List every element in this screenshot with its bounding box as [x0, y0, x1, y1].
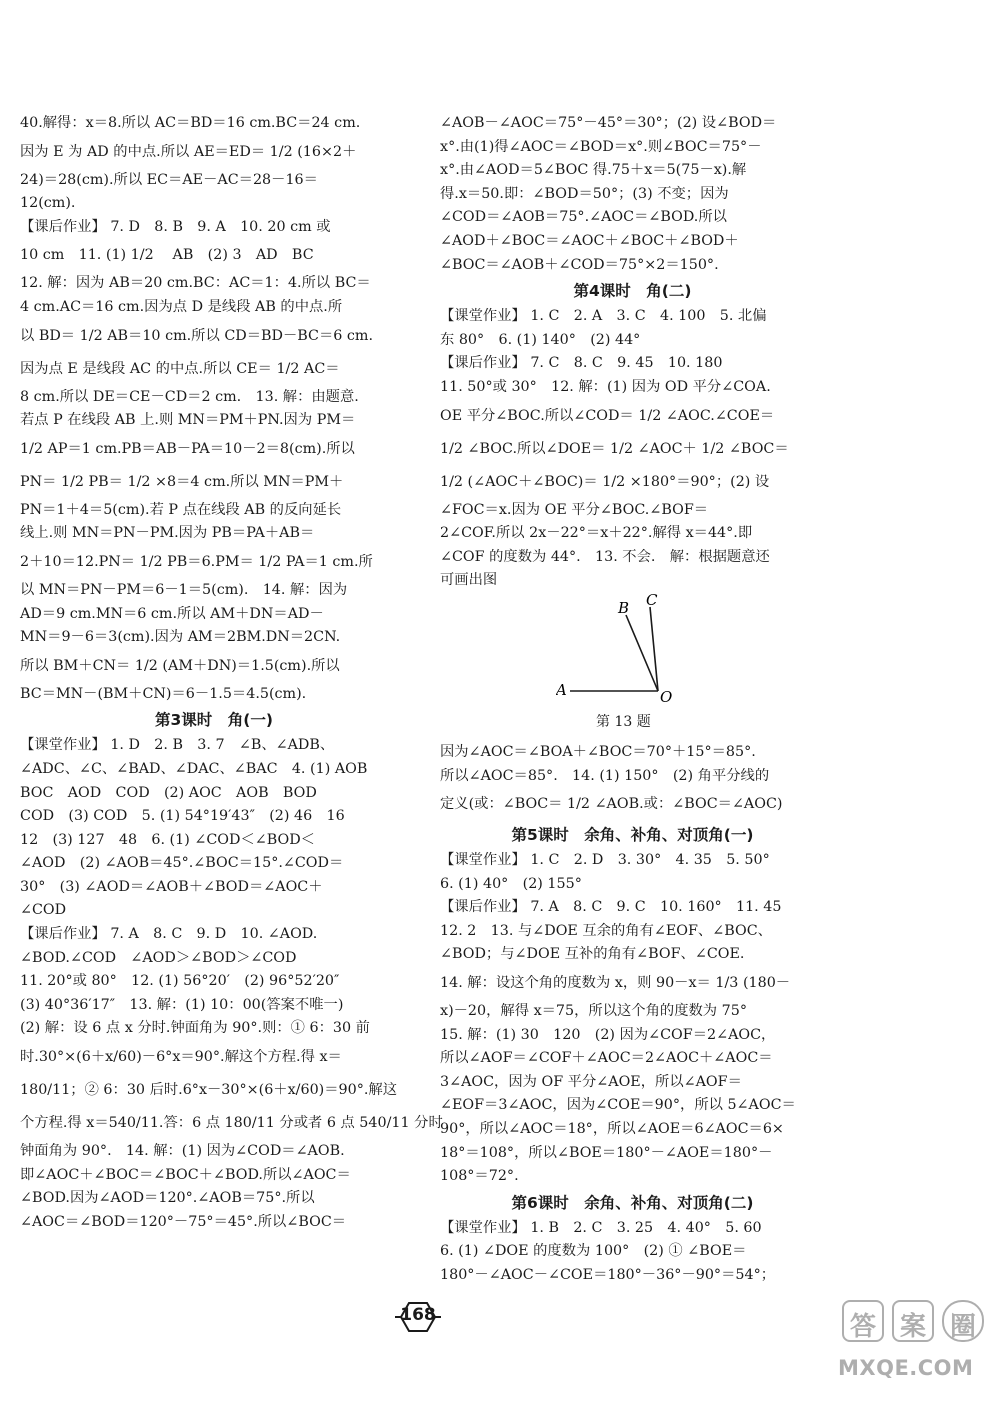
text-line: 15. 解：(1) 30 120 (2) 因为∠COF＝2∠AOC， — [440, 1026, 776, 1043]
text-line: 6. (1) ∠DOE 的度数为 100° (2) ① ∠BOE＝ — [440, 1243, 747, 1260]
watermark-box — [892, 1300, 934, 1342]
text-line: (3) 40°36′17″ 13. 解：(1) 10：00(答案不唯一) — [20, 996, 344, 1013]
ray-oc — [650, 607, 658, 691]
text-line: 180°－∠AOC－∠COE＝180°－36°－90°＝54°； — [440, 1267, 776, 1283]
angle-figure — [440, 593, 825, 741]
watermark-box — [842, 1300, 884, 1342]
text-line: 108°＝72°. — [440, 1168, 519, 1185]
watermark — [838, 1300, 998, 1400]
page-number-badge — [395, 1300, 441, 1334]
text-line: 【课后作业】 7. C 8. C 9. 45 10. 180 — [440, 355, 723, 372]
watermark-char: 案 — [899, 1312, 926, 1342]
text-line: ∠COD＝∠AOB＝75°.∠AOC＝∠BOD.所以 — [440, 209, 727, 226]
text-line: PN＝ 1/2 PB＝ 1/2 ×8＝4 cm.所以 MN＝PM＋ — [20, 473, 344, 490]
text-line: 所以∠AOC＝85°. 14. (1) 150° (2) 角平分线的 — [440, 767, 770, 784]
answer-block-lesson-6 — [440, 1217, 825, 1288]
text-line: MN＝9－6＝3(cm).因为 AM＝2BM.DN＝2CN. — [20, 629, 341, 646]
text-line: 因为 E 为 AD 的中点.所以 AE＝ED＝ 1/2 (16×2＋ — [20, 143, 357, 160]
text-line: 11. 20°或 80° 12. (1) 56°20′ (2) 96°52′20″ — [20, 973, 340, 990]
text-line: 12 (3) 127 48 6. (1) ∠COD＜∠BOD＜ — [20, 831, 315, 848]
ray-ob — [626, 615, 658, 691]
answer-block-lesson-4 — [440, 305, 825, 593]
text-line: 4 cm.AC＝16 cm.因为点 D 是线段 AB 的中点.所 — [20, 298, 343, 315]
text-line: 1/2 (∠AOC＋∠BOC)＝ 1/2 ×180°＝90°；(2) 设 — [440, 473, 770, 490]
text-line: COD (3) COD 5. (1) 54°19′43″ (2) 46 16 — [20, 808, 345, 825]
page-number: 168 — [400, 1305, 436, 1325]
text-line: 【课后作业】 7. A 8. C 9. D 10. ∠AOD. — [20, 926, 318, 943]
text-line: ∠BOC＝∠AOB＋∠COD＝75°×2＝150°. — [440, 256, 719, 273]
text-line: 时.30°×(6＋x/60)－6°x＝90°.解这个方程.得 x＝ — [20, 1049, 342, 1066]
text-line: 12. 2 13. 与∠DOE 互余的角有∠EOF、∠BOC、 — [440, 922, 772, 939]
text-line: 1/2 AP＝1 cm.PB＝AB－PA＝10－2＝8(cm).所以 — [20, 440, 355, 457]
point-label-c: C — [646, 592, 658, 609]
text-line: 3∠AOC，因为 OF 平分∠AOE，所以∠AOF＝ — [440, 1073, 742, 1090]
text-line: 40.解得：x＝8.所以 AC＝BD＝16 cm.BC＝24 cm. — [20, 115, 361, 131]
text-line: 所以∠AOF＝∠COF＋∠AOC＝2∠AOC＋∠AOC＝ — [440, 1050, 773, 1067]
text-line: x°.由(1)得∠AOC＝∠BOD＝x°.则∠BOC＝75°－ — [440, 138, 762, 155]
left-column — [20, 112, 443, 1234]
text-line: 个方程.得 x＝540/11.答：6 点 180/11 分或者 6 点 540/11 分时 — [20, 1115, 443, 1132]
text-line: 【课后作业】 7. D 8. B 9. A 10. 20 cm 或 — [20, 218, 331, 235]
text-line: 得.x＝50.即：∠BOD＝50°；(3) 不变；因为 — [440, 185, 729, 202]
text-line: ∠EOF＝3∠AOC，因为∠COE＝90°，所以 5∠AOC＝ — [440, 1097, 796, 1114]
text-line: 东 80° 6. (1) 140° (2) 44° — [440, 331, 641, 348]
text-line: 钟面角为 90°. 14. 解：(1) 因为∠COD＝∠AOB. — [20, 1143, 345, 1160]
text-line: 【课后作业】 7. A 8. C 9. C 10. 160° 11. 45 — [440, 899, 782, 916]
text-line: OE 平分∠BOC.所以∠COD＝ 1/2 ∠AOC.∠COE＝ — [440, 407, 775, 424]
text-line: ∠AOD＋∠BOC＝∠AOC＋∠BOC＋∠BOD＋ — [440, 232, 739, 249]
section-heading: 第4课时 角(二) — [573, 282, 692, 301]
text-line: 2＋10＝12.PN＝ 1/2 PB＝6.PM＝ 1/2 PA＝1 cm.所 — [20, 553, 373, 570]
text-line: 因为点 E 是线段 AC 的中点.所以 CE＝ 1/2 AC＝ — [20, 360, 340, 377]
text-line: ∠FOC＝x.因为 OE 平分∠BOC.∠BOF＝ — [440, 501, 709, 518]
text-line: 6. (1) 40° (2) 155° — [440, 875, 582, 892]
right-column — [440, 112, 825, 1288]
text-line: 以 MN＝PN－PM＝6－1＝5(cm). 14. 解：因为 — [20, 581, 348, 598]
watermark-char: 答 — [849, 1312, 876, 1342]
section-heading: 第6课时 余角、补角、对顶角(二) — [511, 1193, 754, 1212]
text-line: 14. 解：设这个角的度数为 x，则 90－x＝ 1/3 (180－ — [440, 975, 791, 992]
text-line: 可画出图 — [440, 572, 498, 589]
text-line: 1/2 ∠BOC.所以∠DOE＝ 1/2 ∠AOC＋ 1/2 ∠BOC＝ — [440, 440, 789, 457]
text-line: 即∠AOC＋∠BOC＝∠BOC＋∠BOD.所以∠AOC＝ — [20, 1166, 351, 1183]
text-line: 所以 BM＋CN＝ 1/2 (AM＋DN)＝1.5(cm).所以 — [20, 657, 340, 674]
text-line: 【课堂作业】 1. B 2. C 3. 25 4. 40° 5. 60 — [440, 1219, 762, 1236]
text-line: 12(cm). — [20, 195, 76, 212]
text-line: 若点 P 在线段 AB 上.则 MN＝PM＋PN.因为 PM＝ — [20, 412, 356, 429]
text-line: 2∠COF.所以 2x－22°＝x＋22°.解得 x＝44°.即 — [440, 525, 753, 542]
answer-block-lesson-5 — [440, 849, 825, 1189]
text-line: ∠COD — [20, 902, 67, 919]
text-line: ∠AOD (2) ∠AOB＝45°.∠BOC＝15°.∠COD＝ — [20, 855, 344, 872]
text-line: x)－20，解得 x＝75，所以这个角的度数为 75° — [440, 1003, 747, 1020]
text-line: 10 cm 11. (1) 1/2 AB (2) 3 AD BC — [20, 247, 314, 264]
text-line: 【课堂作业】 1. D 2. B 3. 7 ∠B、∠ADB、 — [20, 737, 335, 754]
text-line: x°.由∠AOD＝5∠BOC 得.75＋x＝5(75－x).解 — [440, 162, 747, 179]
text-line: 24)＝28(cm).所以 EC＝AE－AC＝28－16＝ — [20, 171, 318, 188]
text-line: BC＝MN－(BM＋CN)＝6－1.5＝4.5(cm). — [20, 685, 307, 702]
text-line: 18°＝108°，所以∠BOE＝180°－∠AOE＝180°－ — [440, 1144, 773, 1161]
text-line: BOC AOD COD (2) AOC AOB BOD — [20, 784, 317, 801]
text-line: 线上.则 MN＝PN－PM.因为 PB＝PA＋AB＝ — [20, 525, 315, 542]
text-line: ∠BOD；与∠DOE 互补的角有∠BOF、∠COE. — [440, 946, 745, 963]
point-label-o: O — [660, 687, 673, 706]
answer-block-segment — [20, 112, 408, 706]
figure-caption: 第 13 题 — [596, 713, 651, 730]
text-line: 定义(或：∠BOC＝ 1/2 ∠AOB.或：∠BOC＝∠AOC) — [440, 796, 783, 813]
text-line: 【课堂作业】 1. C 2. A 3. C 4. 100 5. 北偏 — [440, 308, 767, 325]
point-label-a: A — [556, 680, 567, 699]
watermark-url: MXQE.COM — [838, 1356, 974, 1380]
angle-diagram — [556, 593, 716, 713]
watermark-box — [942, 1300, 984, 1342]
watermark-char: 圈 — [949, 1312, 976, 1342]
text-line: ∠AOC＝∠BOD＝120°－75°＝45°.所以∠BOC＝ — [20, 1213, 347, 1230]
text-line: 以 BD＝ 1/2 AB＝10 cm.所以 CD＝BD－BC＝6 cm. — [20, 327, 374, 344]
text-line: ∠AOB－∠AOC＝75°－45°＝30°；(2) 设∠BOD＝ — [440, 115, 777, 131]
section-heading: 第5课时 余角、补角、对顶角(一) — [511, 826, 754, 845]
text-line: ∠COF 的度数为 44°. 13. 不会. 解：根据题意还 — [440, 548, 770, 565]
text-line: 180/11；② 6：30 后时.6°x－30°×(6＋x/60)＝90°.解这 — [20, 1082, 398, 1099]
text-line: 12. 解：因为 AB＝20 cm.BC：AC＝1：4.所以 BC＝ — [20, 275, 371, 292]
text-line: 11. 50°或 30° 12. 解：(1) 因为 OD 平分∠COA. — [440, 378, 771, 395]
text-line: (2) 解：设 6 点 x 分时.钟面角为 90°.则：① 6：30 前 — [20, 1020, 370, 1037]
text-line: 因为∠AOC＝∠BOA＋∠BOC＝70°＋15°＝85°. — [440, 743, 756, 760]
answer-block-lesson-3 — [20, 734, 443, 1234]
text-line: 8 cm.所以 DE＝CE－CD＝2 cm. 13. 解：由题意. — [20, 388, 359, 405]
text-line: ∠ADC、∠C、∠BAD、∠DAC、∠BAC 4. (1) AOB — [20, 760, 368, 777]
text-line: 【课堂作业】 1. C 2. D 3. 30° 4. 35 5. 50° — [440, 852, 770, 869]
text-line: 30° (3) ∠AOD＝∠AOB＋∠BOD＝∠AOC＋ — [20, 878, 323, 895]
text-line: ∠BOD.∠COD ∠AOD＞∠BOD＞∠COD — [20, 949, 297, 966]
text-line: 90°，所以∠AOC＝18°，所以∠AOE＝6∠AOC＝6× — [440, 1121, 784, 1138]
section-heading: 第3课时 角(一) — [155, 711, 273, 730]
answer-block-lesson-4-end — [440, 741, 825, 821]
text-line: PN＝1＋4＝5(cm).若 P 点在线段 AB 的反向延长 — [20, 501, 342, 518]
text-line: AD＝9 cm.MN＝6 cm.所以 AM＋DN＝AD－ — [20, 605, 324, 622]
answer-block-continued — [440, 112, 825, 277]
text-line: ∠BOD.因为∠AOD＝120°.∠AOB＝75°.所以 — [20, 1190, 315, 1207]
point-label-b: B — [618, 598, 630, 617]
